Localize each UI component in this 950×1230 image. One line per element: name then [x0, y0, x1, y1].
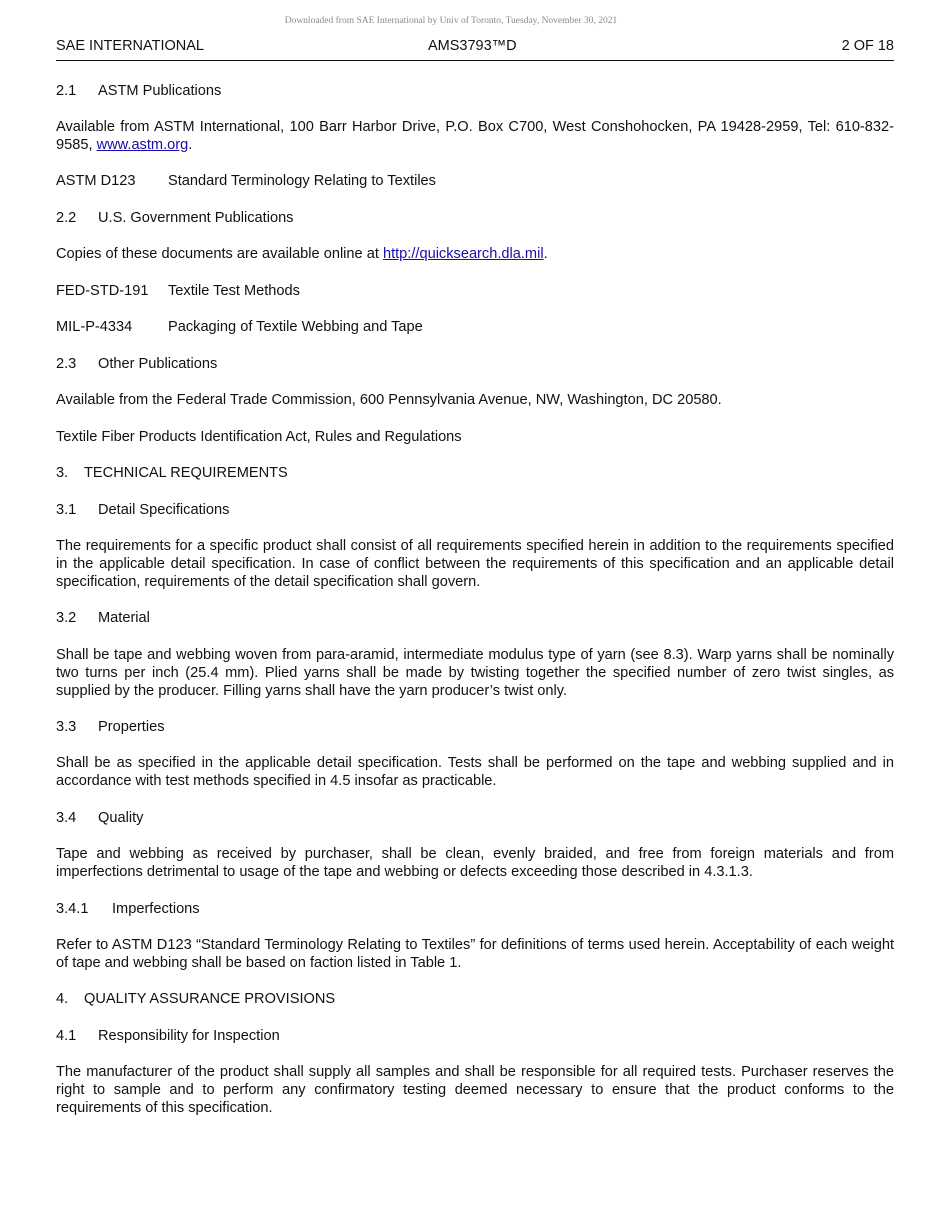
reference-title: Textile Test Methods — [168, 283, 300, 299]
heading-2-3 — [56, 355, 894, 373]
heading-3-1 — [56, 501, 894, 519]
section-title: Properties — [98, 719, 165, 735]
reference-textile-act: Textile Fiber Products Identification Act, Rules and Regulations — [56, 429, 462, 445]
heading-3-3 — [56, 718, 894, 736]
heading-3-4 — [56, 809, 894, 827]
section-title: Responsibility for Inspection — [98, 1028, 280, 1044]
reference-title: Packaging of Textile Webbing and Tape — [168, 319, 423, 335]
material-text: Shall be tape and webbing woven from para-aramid, intermediate modulus type of yarn (see 8.3). Warp yarns shall be nominally two turns per inch (25.4 mm). Plied yarns shall be made by twisting together the specified number of zero twist singles, as supplied by the producer. Filling yarns shall have the yarn producer’s twist only. — [56, 647, 894, 699]
quicksearch-link[interactable]: http://quicksearch.dla.mil — [382, 246, 544, 262]
section-number: 2.3 — [56, 356, 77, 372]
section-number: 4. — [56, 991, 69, 1007]
reference-code: ASTM D123 — [56, 173, 136, 189]
heading-3-2 — [56, 609, 894, 627]
section-number: 3.2 — [56, 610, 77, 626]
ftc-availability: Available from the Federal Trade Commission, 600 Pennsylvania Avenue, NW, Washington, DC 20580. — [56, 392, 722, 408]
properties-text: Shall be as specified in the applicable detail specification. Tests shall be performed on the tape and webbing supplied and in accordance with test methods specified in 4.5 insofar as practicable. — [56, 755, 894, 789]
availability-text: Copies of these documents are available online at — [56, 246, 383, 262]
detail-specifications-text: The requirements for a specific product shall consist of all requirements specified herein in addition to the requirements specified in the applicable detail specification. In case of conflict between the requirements of this specification and an applicable detail specification, requirements of the detail specification shall govern. — [56, 538, 894, 590]
reference-code: MIL-P-4334 — [56, 319, 133, 335]
imperfections-text: Refer to ASTM D123 “Standard Terminology Relating to Textiles” for definitions of terms used herein. Acceptability of each weight of tape and webbing shall be based on faction listed in Table 1. — [56, 937, 894, 971]
dla-availability — [56, 245, 894, 263]
section-title: U.S. Government Publications — [98, 210, 294, 226]
section-title: Material — [98, 610, 150, 626]
quality-text: Tape and webbing as received by purchaser, shall be clean, evenly braided, and free from foreign materials and from imperfections detrimental to usage of the tape and webbing or defects exceeding those described in 4.3.1.3. — [56, 846, 894, 880]
heading-3 — [56, 464, 894, 482]
section-number: 3.1 — [56, 502, 77, 518]
section-number: 3.4.1 — [56, 901, 89, 917]
heading-4-1 — [56, 1027, 894, 1045]
reference-title: Standard Terminology Relating to Textiles — [168, 173, 436, 189]
responsibility-text: The manufacturer of the product shall supply all samples and shall be responsible for all required tests. Purchaser reserves the right to sample and to perform any confirmatory testing deemed necessary to ensure that the product conforms to the requirements of this specification. — [56, 1064, 894, 1116]
period: . — [188, 137, 193, 153]
download-watermark: Downloaded from SAE International by Univ of Toronto, Tuesday, November 30, 2021 — [284, 16, 618, 26]
heading-4 — [56, 990, 894, 1008]
section-title: Detail Specifications — [98, 502, 230, 518]
section-number: 4.1 — [56, 1028, 77, 1044]
document-body — [56, 82, 894, 1117]
section-number: 3.4 — [56, 810, 77, 826]
section-title: TECHNICAL REQUIREMENTS — [84, 465, 288, 481]
page-header — [56, 38, 894, 61]
period: . — [543, 246, 548, 262]
section-number: 3.3 — [56, 719, 77, 735]
section-title: QUALITY ASSURANCE PROVISIONS — [84, 991, 336, 1007]
header-page-number: 2 OF 18 — [841, 38, 894, 54]
section-number: 2.2 — [56, 210, 77, 226]
heading-2-2 — [56, 209, 894, 227]
section-title: Other Publications — [98, 356, 218, 372]
astm-link[interactable]: www.astm.org — [96, 137, 189, 153]
header-document-number: AMS3793™D — [428, 38, 517, 54]
reference-fed-std-191 — [56, 282, 894, 300]
reference-astm-d123 — [56, 172, 894, 190]
section-title: ASTM Publications — [98, 83, 222, 99]
section-title: Imperfections — [112, 901, 200, 917]
section-number: 3. — [56, 465, 69, 481]
reference-mil-p-4334 — [56, 318, 894, 336]
header-organization: SAE INTERNATIONAL — [56, 38, 204, 54]
availability-text: Available from ASTM International, 100 Barr Harbor Drive, P.O. Box C700, West Conshohocken, PA 19428-2959, Tel: 610-832-9585, — [56, 119, 894, 153]
heading-2-1 — [56, 82, 894, 100]
reference-code: FED-STD-191 — [56, 283, 149, 299]
heading-3-4-1 — [56, 900, 894, 918]
section-title: Quality — [98, 810, 144, 826]
astm-availability — [56, 118, 894, 154]
section-number: 2.1 — [56, 83, 77, 99]
